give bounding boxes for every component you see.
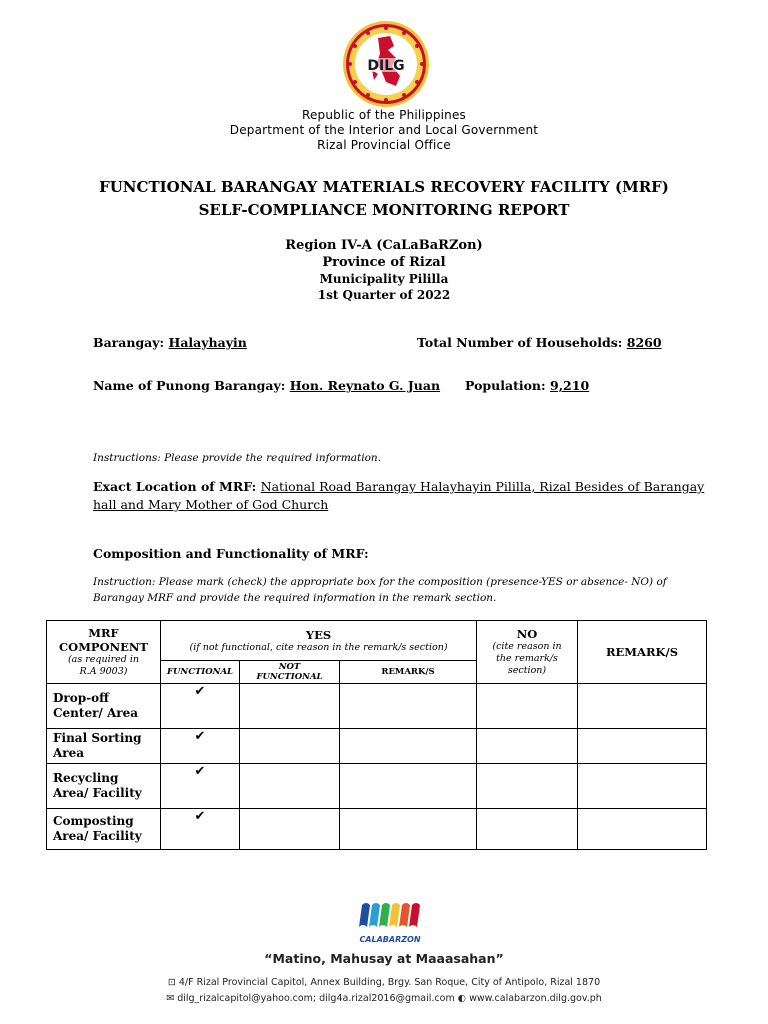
- website-link[interactable]: www.calabarzon.dilg.gov.ph: [469, 993, 602, 1004]
- report-title-line2: SELF-COMPLIANCE MONITORING REPORT: [198, 201, 570, 219]
- header-yes: [161, 621, 477, 661]
- region: Region IV-A (CaLaBaRZon): [285, 238, 483, 253]
- row-component-label: [47, 729, 161, 764]
- table-row: [47, 684, 707, 729]
- province: Province of Rizal: [322, 255, 446, 270]
- header-component-note-2: R.A 9003): [79, 666, 128, 677]
- header-no-label: NO: [516, 627, 538, 641]
- instructions-composition-2: Barangay MRF and provide the required information in the remark section.: [93, 592, 497, 604]
- table-row: [47, 809, 707, 850]
- mrf-location-line2: [93, 497, 328, 512]
- row-component-l1: Composting: [53, 814, 134, 828]
- functional-checkbox-cell[interactable]: ✔: [161, 684, 240, 729]
- header-republic: Republic of the Philippines: [301, 108, 467, 122]
- header-yes-label: YES: [305, 627, 332, 642]
- functional-checkbox-cell[interactable]: ✔: [161, 729, 240, 764]
- row-component-l1: Final Sorting: [53, 731, 142, 745]
- households-label: Total Number of Households:: [417, 335, 623, 350]
- remarks-cell[interactable]: [578, 729, 707, 764]
- address-text: 4/F Rizal Provincial Capitol, Annex Building, Brgy. San Roque, City of Antipolo, Rizal 1870: [178, 977, 601, 988]
- header-component-note-1: (as required in: [67, 654, 140, 665]
- calabarzon-wordmark: CALABARZON: [359, 935, 421, 944]
- yes-remarks-cell[interactable]: [340, 729, 477, 764]
- not-functional-cell[interactable]: [240, 764, 340, 809]
- no-cell[interactable]: [477, 729, 578, 764]
- mrf-composition-table: [46, 620, 707, 850]
- not-functional-cell[interactable]: [240, 684, 340, 729]
- instructions-general: Instructions: Please provide the required information.: [93, 452, 382, 464]
- header-mrf-component: [47, 621, 161, 684]
- yes-remarks-cell[interactable]: [340, 809, 477, 850]
- table-header-row: [47, 621, 707, 661]
- yes-remarks-cell[interactable]: [340, 684, 477, 729]
- functional-checkbox-cell[interactable]: ✔: [161, 809, 240, 850]
- remarks-cell[interactable]: [578, 684, 707, 729]
- mrf-location-value-2: hall and Mary Mother of God Church: [93, 497, 329, 512]
- remarks-cell[interactable]: [578, 764, 707, 809]
- population-label: Population:: [465, 378, 546, 393]
- table-row: [47, 764, 707, 809]
- header-no: [477, 621, 578, 684]
- header-no-note-2: the remark/s: [496, 653, 558, 664]
- row-component-label: [47, 809, 161, 850]
- row-component-l2: Area/ Facility: [53, 786, 142, 800]
- population-field: [465, 378, 589, 393]
- population-value: 9,210: [550, 378, 590, 393]
- barangay-field: [93, 335, 247, 350]
- header-remarks-label: REMARK/S: [605, 645, 679, 659]
- header-not-functional-l2: FUNCTIONAL: [256, 672, 323, 682]
- header-yes-note: (if not functional, cite reason in the remark/s section): [189, 641, 448, 653]
- punong-barangay-value: Hon. Reynato G. Juan: [289, 378, 441, 393]
- table-row: [47, 729, 707, 764]
- households-field: [417, 335, 662, 350]
- header-remarks: [578, 621, 707, 684]
- municipality: Municipality Pililla: [319, 272, 449, 286]
- email-text: dilg_rizalcapitol@yahoo.com; dilg4a.rizal2016@gmail.com: [177, 993, 455, 1004]
- no-cell[interactable]: [477, 684, 578, 729]
- header-functional: FUNCTIONAL: [161, 661, 240, 684]
- mrf-location-value-1: National Road Barangay Halayhayin Pililla, Rizal Besides of Barangay: [260, 479, 705, 494]
- functional-checkbox-cell[interactable]: ✔: [161, 764, 240, 809]
- households-value: 8260: [626, 335, 662, 350]
- header-mrf-label: MRF: [88, 626, 119, 640]
- dilg-logo: [342, 20, 430, 108]
- header-not-functional: [240, 661, 340, 684]
- header-not-functional-l1: NOT: [278, 662, 301, 672]
- row-component-label: [47, 764, 161, 809]
- punong-barangay-field: [93, 378, 440, 393]
- email-icon: ✉: [166, 993, 175, 1004]
- row-component-l2: Center/ Area: [53, 706, 139, 720]
- row-component-label: [47, 684, 161, 729]
- instructions-composition-1: Instruction: Please mark (check) the appropriate box for the composition (presence-YES or absence- NO) of: [93, 576, 667, 588]
- no-cell[interactable]: [477, 809, 578, 850]
- not-functional-cell[interactable]: [240, 809, 340, 850]
- svg-text:DILG: DILG: [367, 58, 405, 74]
- header-no-note-1: (cite reason in: [492, 641, 562, 652]
- report-title-line1: FUNCTIONAL BARANGAY MATERIALS RECOVERY FACILITY (MRF): [99, 178, 669, 196]
- header-yes-remarks: REMARK/S: [340, 661, 477, 684]
- row-component-l1: Drop-off: [53, 691, 109, 705]
- header-department: Department of the Interior and Local Government: [229, 123, 539, 137]
- row-component-l2: Area/ Facility: [53, 829, 142, 843]
- mrf-location-label: Exact Location of MRF:: [93, 479, 257, 494]
- motto: “Matino, Mahusay at Maaasahan”: [264, 951, 504, 966]
- not-functional-cell[interactable]: [240, 729, 340, 764]
- building-icon: ⊡: [167, 977, 176, 988]
- footer-contacts: [0, 993, 768, 1004]
- header-no-note-3: section): [507, 665, 547, 676]
- header-office: Rizal Provincial Office: [317, 138, 451, 152]
- yes-remarks-cell[interactable]: [340, 764, 477, 809]
- web-icon: ◐: [457, 993, 467, 1004]
- remarks-cell[interactable]: [578, 809, 707, 850]
- punong-barangay-label: Name of Punong Barangay:: [93, 378, 286, 393]
- footer-address: [0, 977, 768, 988]
- mrf-location-line1: [93, 479, 704, 494]
- composition-heading: Composition and Functionality of MRF:: [93, 546, 369, 561]
- no-cell[interactable]: [477, 764, 578, 809]
- barangay-value: Halayhayin: [168, 335, 247, 350]
- row-component-l1: Recycling: [53, 771, 119, 785]
- header-component-label: COMPONENT: [59, 640, 148, 654]
- row-component-l2: Area: [53, 746, 85, 760]
- barangay-label: Barangay:: [93, 335, 165, 350]
- quarter: 1st Quarter of 2022: [317, 288, 451, 302]
